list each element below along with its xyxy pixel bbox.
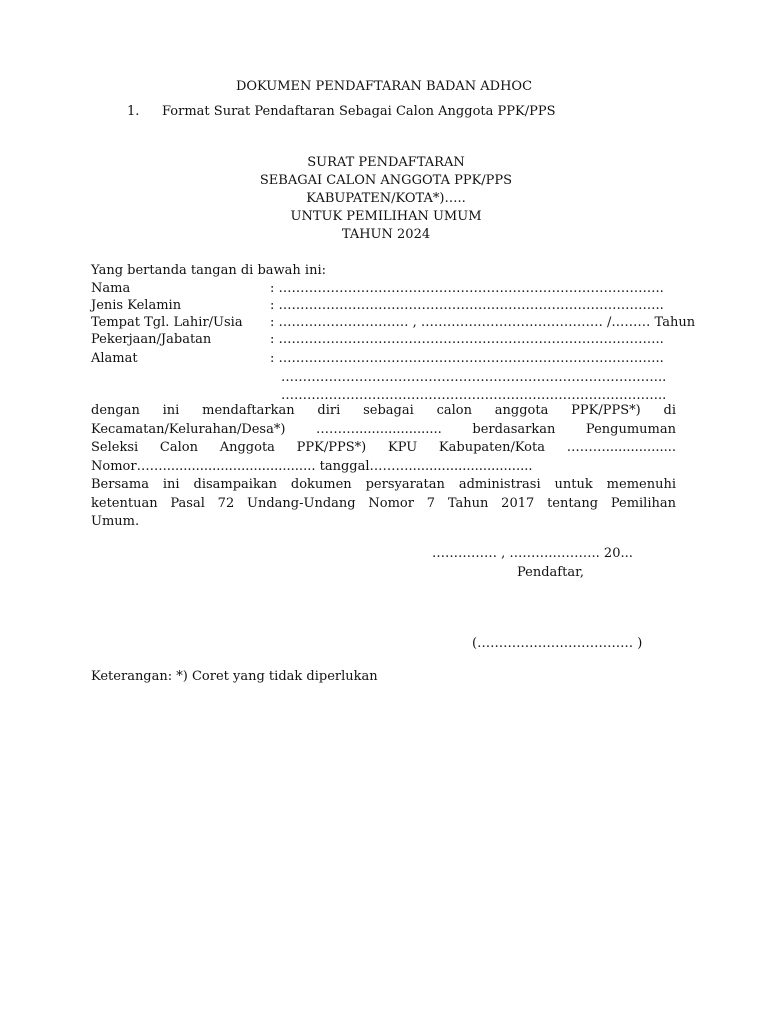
body-line: Kecamatan/Kelurahan/Desa*) ………..................... berdasarkan Pengumuman bbox=[91, 421, 676, 437]
body-paragraph-2 bbox=[91, 476, 676, 532]
field-label: Nama bbox=[91, 281, 131, 296]
title-line-2: SEBAGAI CALON ANGGOTA PPK/PPS bbox=[259, 173, 513, 188]
address-continuation: …………………………………………………………………………….. bbox=[281, 370, 667, 385]
signature-role: Pendaftar, bbox=[517, 565, 585, 580]
field-label: Alamat bbox=[91, 351, 138, 366]
field-value: : …………………………………………………………………………….. bbox=[270, 298, 664, 313]
document-header: DOKUMEN PENDAFTARAN BADAN ADHOC bbox=[235, 79, 533, 94]
signature-place-date: …………… , ……….……….. 20... bbox=[432, 546, 633, 561]
field-value: : …………………………………………………………………………….. bbox=[270, 332, 664, 347]
field-value: : …………………………………………………………………………….. bbox=[270, 351, 664, 366]
body-line: Umum. bbox=[91, 514, 140, 530]
item-number: 1. bbox=[127, 104, 140, 119]
title-line-5: TAHUN 2024 bbox=[341, 227, 431, 242]
title-line-3: KABUPATEN/KOTA*)….. bbox=[306, 191, 466, 206]
item-text: Format Surat Pendaftaran Sebagai Calon Anggota PPK/PPS bbox=[162, 104, 556, 119]
title-line-4: UNTUK PEMILIHAN UMUM bbox=[290, 209, 482, 224]
body-paragraph-1 bbox=[91, 402, 676, 476]
field-label: Jenis Kelamin bbox=[91, 298, 182, 313]
field-value: : …………………………………………………………………………….. bbox=[270, 281, 664, 296]
title-line-1: SURAT PENDAFTARAN bbox=[307, 155, 465, 170]
field-label: Tempat Tgl. Lahir/Usia bbox=[91, 315, 243, 330]
field-label: Pekerjaan/Jabatan bbox=[91, 332, 212, 347]
intro-text: Yang bertanda tangan di bawah ini: bbox=[91, 263, 326, 278]
body-line: Bersama ini disampaikan dokumen persyaratan administrasi untuk memenuhi bbox=[91, 477, 676, 492]
address-continuation: …………………………………………………………………………….. bbox=[281, 388, 667, 403]
body-line: dengan ini mendaftarkan diri sebagai calon anggota PPK/PPS*) di bbox=[91, 403, 676, 418]
body-line: Nomor……..................................... tanggal……….............................. bbox=[91, 458, 533, 474]
footnote: Keterangan: *) Coret yang tidak diperlukan bbox=[91, 669, 378, 684]
body-line: Seleksi Calon Anggota PPK/PPS*) KPU Kabupaten/Kota ………................. bbox=[91, 440, 676, 456]
signature-name-blank: (……………………………… ) bbox=[472, 636, 643, 651]
field-value: : ………………………… , …………………………………… /……… Tahun bbox=[270, 315, 696, 330]
body-line: ketentuan Pasal 72 Undang-Undang Nomor 7 Tahun 2017 tentang Pemilihan bbox=[91, 495, 676, 511]
